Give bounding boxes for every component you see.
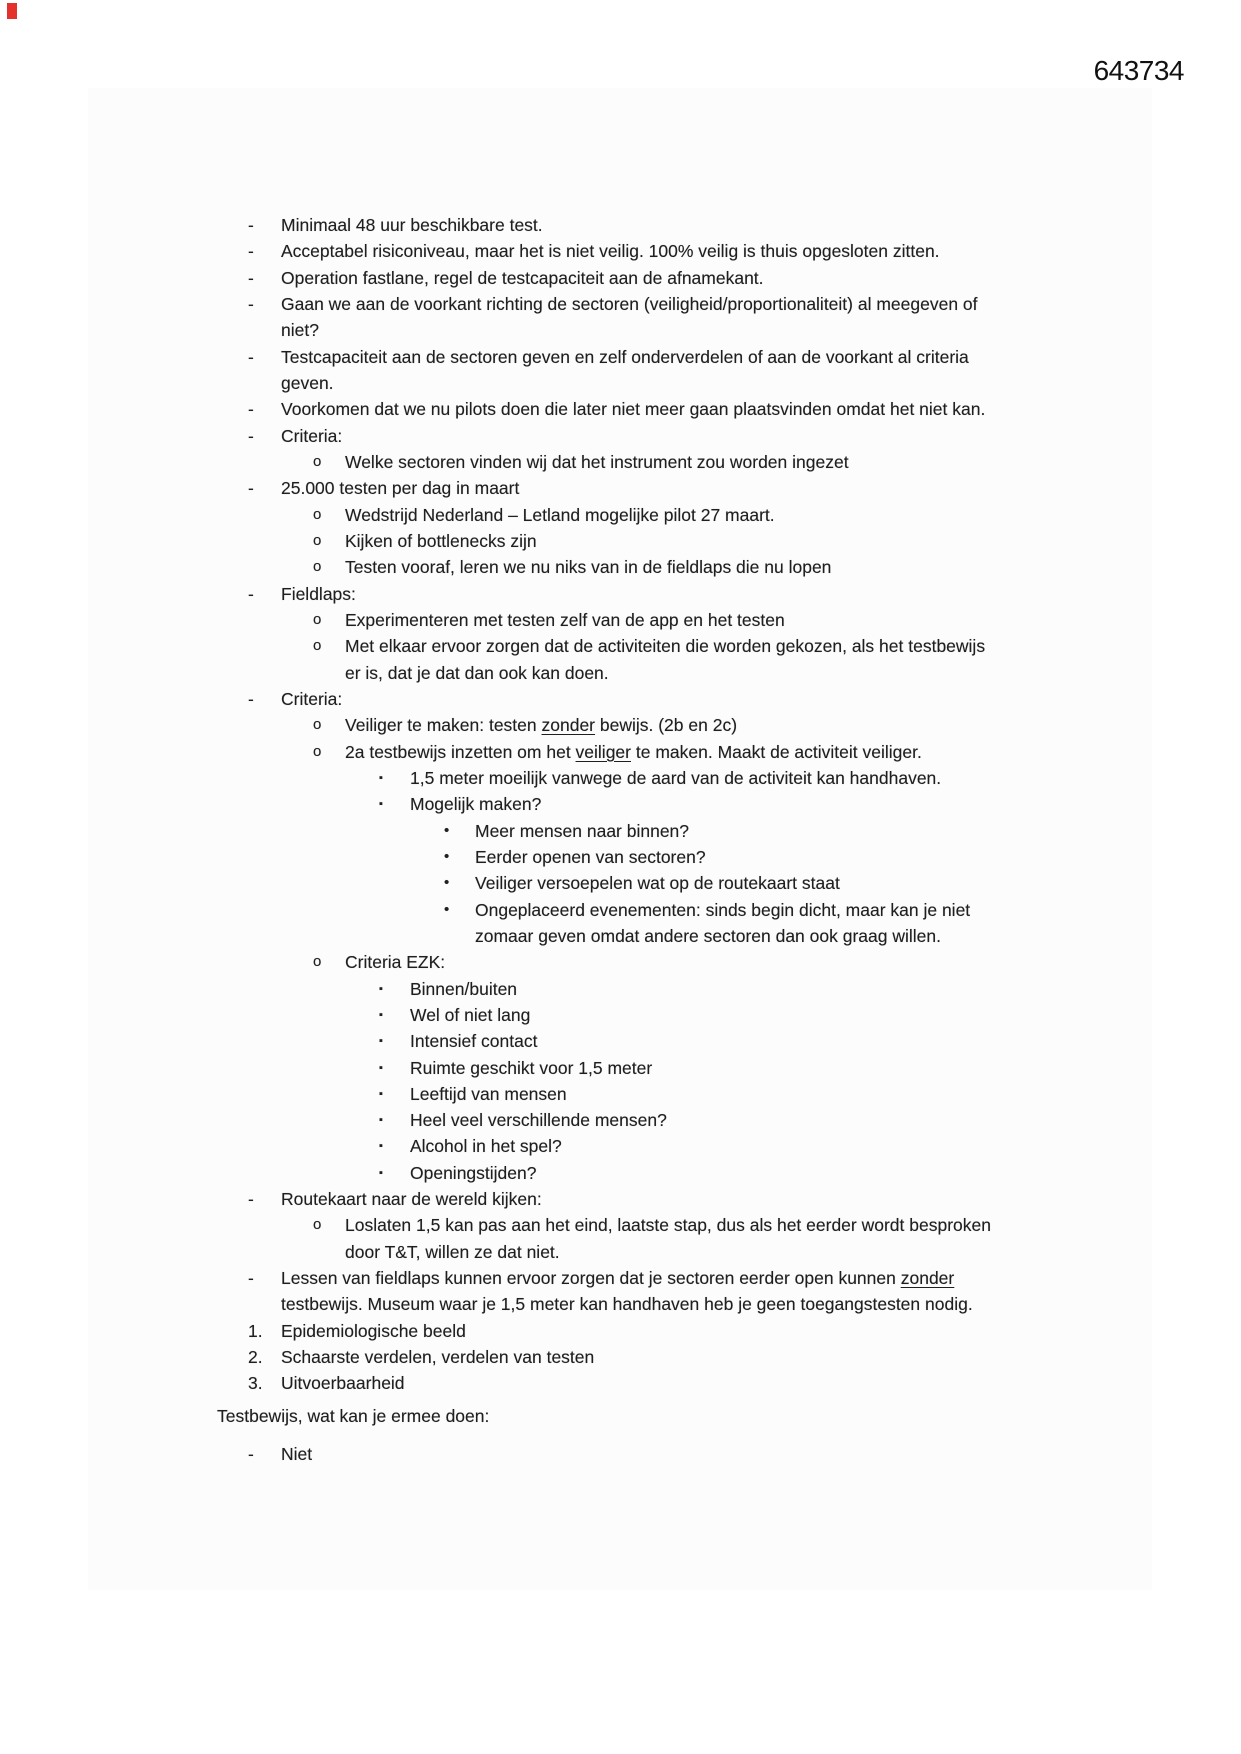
list-row <box>0 396 1241 422</box>
list-row <box>0 1002 1241 1028</box>
list-item-text: Meer mensen naar binnen? <box>475 820 690 841</box>
plain-text: 2a testbewijs inzetten om het <box>345 741 576 762</box>
list-item-text: Heel veel verschillende mensen? <box>410 1110 667 1131</box>
plain-text: Lessen van fieldlaps kunnen ervoor zorgen dat je sectoren eerder open kunnen <box>281 1268 901 1289</box>
list-row <box>0 528 1241 554</box>
list-row <box>0 1212 1241 1238</box>
bullet-marker: o <box>313 1216 322 1234</box>
bullet-marker: ▪ <box>379 1114 383 1127</box>
bullet-marker: - <box>248 267 254 288</box>
bullet-marker: ▪ <box>379 1008 383 1021</box>
bullet-marker: 1. <box>248 1320 263 1341</box>
list-item-text <box>345 712 737 738</box>
bullet-marker: - <box>248 1189 254 1210</box>
plain-text: Veiliger te maken: testen <box>345 715 542 736</box>
bullet-marker: - <box>248 241 254 262</box>
list-item-text: Uitvoerbaarheid <box>281 1373 405 1394</box>
list-item-text: 25.000 testen per dag in maart <box>281 478 520 499</box>
list-row <box>0 502 1241 528</box>
bullet-marker: - <box>248 1268 254 1289</box>
list-item-text: Testbewijs, wat kan je ermee doen: <box>217 1405 490 1426</box>
list-item-text: er is, dat je dat dan ook kan doen. <box>345 662 609 683</box>
list-item-text: Wedstrijd Nederland – Letland mogelijke pilot 27 maart. <box>345 504 775 525</box>
list-row <box>0 976 1241 1002</box>
bullet-marker: 3. <box>248 1373 263 1394</box>
list-row <box>0 923 1241 949</box>
list-item-text: Welke sectoren vinden wij dat het instrument zou worden ingezet <box>345 451 849 472</box>
list-row <box>0 344 1241 370</box>
list-row <box>0 607 1241 633</box>
list-row <box>0 1441 1241 1467</box>
list-item-text: Mogelijk maken? <box>410 794 542 815</box>
list-row <box>0 791 1241 817</box>
list-row <box>0 370 1241 396</box>
bullet-marker: ▪ <box>379 1140 383 1153</box>
bullet-marker: - <box>248 688 254 709</box>
list-row <box>0 660 1241 686</box>
list-row <box>0 1370 1241 1396</box>
list-item-text: Intensief contact <box>410 1031 538 1052</box>
list-row <box>0 765 1241 791</box>
list-item-text: Criteria: <box>281 688 343 709</box>
list-row <box>0 581 1241 607</box>
document-number: 643734 <box>1093 55 1184 86</box>
list-row <box>0 897 1241 923</box>
bullet-list <box>0 212 1241 1467</box>
list-item-text: Operation fastlane, regel de testcapaciteit aan de afnamekant. <box>281 267 764 288</box>
bullet-marker: - <box>248 583 254 604</box>
underlined-text: zonder <box>541 715 596 736</box>
bullet-marker: • <box>444 847 450 865</box>
list-item-text: Schaarste verdelen, verdelen van testen <box>281 1347 595 1368</box>
bullet-marker: o <box>313 452 322 470</box>
list-item-text: Veiliger versoepelen wat op de routekaart staat <box>475 873 840 894</box>
bullet-marker: • <box>444 900 450 918</box>
bullet-marker: • <box>444 874 450 892</box>
list-row <box>0 475 1241 501</box>
list-item-text <box>281 1265 954 1291</box>
list-row <box>0 1160 1241 1186</box>
red-corner-mark <box>7 3 17 19</box>
bullet-marker: o <box>313 716 322 734</box>
list-row <box>0 212 1241 238</box>
list-row <box>0 238 1241 264</box>
list-item-text: Kijken of bottlenecks zijn <box>345 530 537 551</box>
list-item-text: Gaan we aan de voorkant richting de sectoren (veiligheid/proportionaliteit) al meegeven of <box>281 293 978 314</box>
list-item-text: Minimaal 48 uur beschikbare test. <box>281 215 543 235</box>
list-item-text: Loslaten 1,5 kan pas aan het eind, laatste stap, dus als het eerder wordt besproken <box>345 1215 991 1236</box>
bullet-marker: 2. <box>248 1347 263 1368</box>
list-item-text: door T&T, willen ze dat niet. <box>345 1241 560 1262</box>
underlined-text: zonder <box>900 1268 955 1289</box>
list-row <box>0 818 1241 844</box>
list-item-text: Routekaart naar de wereld kijken: <box>281 1189 542 1210</box>
plain-text: te maken. Maakt de activiteit veiliger. <box>631 741 922 762</box>
list-row <box>0 1186 1241 1212</box>
bullet-marker: o <box>313 637 322 655</box>
bullet-marker: - <box>248 425 254 446</box>
list-row <box>0 1265 1241 1291</box>
bullet-marker: - <box>248 399 254 420</box>
list-item-text: Met elkaar ervoor zorgen dat de activiteiten die worden gekozen, als het testbewijs <box>345 636 986 657</box>
list-row <box>0 1081 1241 1107</box>
list-item-text: Openingstijden? <box>410 1162 537 1183</box>
list-row <box>0 1344 1241 1370</box>
list-item-text: Ongeplaceerd evenementen: sinds begin dicht, maar kan je niet <box>475 899 971 920</box>
list-row <box>0 870 1241 896</box>
bullet-marker: o <box>313 953 322 971</box>
list-item-text: Wel of niet lang <box>410 1004 531 1025</box>
paragraph-row <box>0 1403 1241 1429</box>
bullet-marker: ▪ <box>379 1035 383 1048</box>
bullet-marker: - <box>248 215 254 235</box>
plain-text: bewijs. (2b en 2c) <box>595 715 738 736</box>
bullet-marker: ▪ <box>379 798 383 811</box>
list-item-text: Alcohol in het spel? <box>410 1136 562 1157</box>
bullet-marker: - <box>248 293 254 314</box>
list-row <box>0 1028 1241 1054</box>
list-item-text <box>345 739 922 765</box>
list-row <box>0 844 1241 870</box>
list-item-text: zomaar geven omdat andere sectoren dan ook graag willen. <box>475 925 941 946</box>
list-item-text: Leeftijd van mensen <box>410 1083 567 1104</box>
list-row <box>0 1239 1241 1265</box>
list-row <box>0 712 1241 738</box>
list-row <box>0 1318 1241 1344</box>
list-row <box>0 1291 1241 1317</box>
list-item-text: Binnen/buiten <box>410 978 518 999</box>
list-item-text: Testcapaciteit aan de sectoren geven en zelf onderverdelen of aan de voorkant al criteria <box>281 346 969 367</box>
list-row <box>0 265 1241 291</box>
bullet-marker: ▪ <box>379 982 383 995</box>
bullet-marker: o <box>313 610 322 628</box>
bullet-marker: ▪ <box>379 1166 383 1179</box>
list-item-text: Eerder openen van sectoren? <box>475 846 706 867</box>
list-item-text: Epidemiologische beeld <box>281 1320 466 1341</box>
bullet-marker: o <box>313 558 322 576</box>
bullet-marker: ▪ <box>379 1087 383 1100</box>
bullet-marker: o <box>313 531 322 549</box>
list-item-text: niet? <box>281 320 319 341</box>
list-row <box>0 554 1241 580</box>
list-row <box>0 291 1241 317</box>
list-item-text: Criteria: <box>281 425 343 446</box>
underlined-text: veiliger <box>575 741 631 762</box>
list-row <box>0 739 1241 765</box>
list-row <box>0 1055 1241 1081</box>
list-row <box>0 1133 1241 1159</box>
bullet-marker: ▪ <box>379 1061 383 1074</box>
list-item-text: geven. <box>281 372 334 393</box>
list-item-text: Niet <box>281 1444 313 1465</box>
list-row <box>0 686 1241 712</box>
list-row <box>0 449 1241 475</box>
list-row <box>0 633 1241 659</box>
bullet-marker: ▪ <box>379 771 383 784</box>
list-row <box>0 1107 1241 1133</box>
list-row <box>0 423 1241 449</box>
bullet-marker: o <box>313 742 322 760</box>
bullet-marker: o <box>313 505 322 523</box>
list-row <box>0 949 1241 975</box>
list-item-text: Fieldlaps: <box>281 583 356 604</box>
list-item-text: testbewijs. Museum waar je 1,5 meter kan handhaven heb je geen toegangstesten nodig. <box>281 1294 973 1315</box>
list-item-text: Testen vooraf, leren we nu niks van in de fieldlaps die nu lopen <box>345 557 832 578</box>
bullet-marker: - <box>248 478 254 499</box>
list-row <box>0 317 1241 343</box>
list-item-text: Experimenteren met testen zelf van de app en het testen <box>345 609 785 630</box>
list-item-text: Ruimte geschikt voor 1,5 meter <box>410 1057 653 1078</box>
list-item-text: Criteria EZK: <box>345 952 446 973</box>
list-item-text: Voorkomen dat we nu pilots doen die later niet meer gaan plaatsvinden omdat het niet kan. <box>281 399 986 420</box>
bullet-marker: - <box>248 346 254 367</box>
list-item-text: 1,5 meter moeilijk vanwege de aard van de activiteit kan handhaven. <box>410 767 942 788</box>
list-item-text: Acceptabel risiconiveau, maar het is niet veilig. 100% veilig is thuis opgesloten zitten. <box>281 241 940 262</box>
bullet-marker: - <box>248 1444 254 1465</box>
bullet-marker: • <box>444 821 450 839</box>
